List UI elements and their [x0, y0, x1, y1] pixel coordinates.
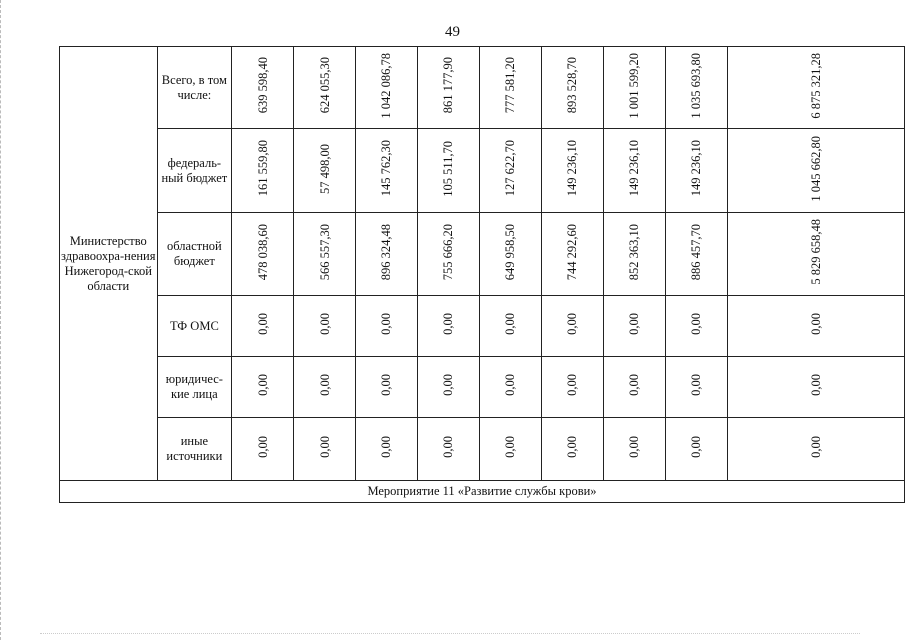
value-cell: [294, 47, 356, 129]
value-cell: [356, 357, 418, 418]
value-text: 149 236,10: [565, 140, 580, 197]
value-cell: [232, 296, 294, 357]
value-cell: [541, 357, 603, 418]
value-text: 0,00: [565, 313, 580, 335]
value-cell: [479, 296, 541, 357]
value-cell: [356, 296, 418, 357]
value-cell: [479, 129, 541, 213]
page-number: 49: [445, 24, 460, 40]
value-text: 624 055,30: [317, 57, 332, 114]
value-cell: [417, 357, 479, 418]
value-cell: [232, 213, 294, 296]
value-text: 161 559,80: [255, 140, 270, 197]
funding-source-cell: областной бюджет: [157, 213, 232, 296]
value-text: 0,00: [379, 313, 394, 335]
funding-source-cell: Всего, в том числе:: [157, 47, 232, 129]
value-text: 886 457,70: [689, 223, 704, 281]
value-cell: [232, 357, 294, 418]
value-cell: [541, 418, 603, 481]
budget-table-body: [60, 47, 905, 503]
funding-source-cell: иные источники: [157, 418, 232, 481]
value-cell: [603, 296, 665, 357]
value-text: 0,00: [627, 436, 642, 458]
value-text: 0,00: [689, 313, 704, 335]
value-cell: [603, 357, 665, 418]
total-value-cell: [727, 47, 904, 129]
value-cell: [665, 213, 727, 296]
value-cell: [541, 129, 603, 213]
value-text: 0,00: [255, 313, 270, 335]
value-text: 57 498,00: [317, 143, 332, 194]
table-row: [60, 47, 905, 129]
value-text: 0,00: [808, 436, 823, 458]
value-text: 566 557,30: [317, 223, 332, 281]
value-text: 0,00: [627, 313, 642, 335]
total-value-cell: [727, 213, 904, 296]
value-cell: [294, 296, 356, 357]
value-text: 0,00: [255, 374, 270, 396]
budget-table: [59, 46, 905, 503]
value-text: 852 363,10: [627, 223, 642, 281]
table-row: [60, 418, 905, 481]
value-text: 1 001 599,20: [627, 52, 642, 119]
total-value-cell: [727, 418, 904, 481]
value-cell: [665, 129, 727, 213]
value-cell: [417, 296, 479, 357]
value-text: 0,00: [503, 313, 518, 335]
value-cell: [417, 418, 479, 481]
value-cell: [603, 47, 665, 129]
value-text: 0,00: [627, 374, 642, 396]
value-cell: [417, 47, 479, 129]
value-text: 0,00: [441, 436, 456, 458]
value-text: 0,00: [503, 374, 518, 396]
value-cell: [356, 47, 418, 129]
value-cell: [294, 418, 356, 481]
value-text: 145 762,30: [379, 140, 394, 197]
value-cell: [232, 47, 294, 129]
value-text: 478 038,60: [255, 223, 270, 281]
value-text: 0,00: [808, 374, 823, 396]
value-text: 1 035 693,80: [689, 52, 704, 119]
value-text: 649 958,50: [503, 223, 518, 281]
value-text: 896 324,48: [379, 223, 394, 281]
value-text: 0,00: [689, 374, 704, 396]
value-text: 755 666,20: [441, 223, 456, 281]
value-cell: [665, 47, 727, 129]
value-cell: [294, 357, 356, 418]
table-row: [60, 213, 905, 296]
organization-cell: Министерство здравоохра-нения Нижегород-ской области: [60, 47, 158, 481]
value-text: 0,00: [255, 436, 270, 458]
value-cell: [294, 213, 356, 296]
value-text: 777 581,20: [503, 57, 518, 114]
value-cell: [541, 296, 603, 357]
value-text: 5 829 658,48: [808, 219, 823, 285]
value-cell: [417, 129, 479, 213]
value-text: 0,00: [503, 436, 518, 458]
value-text: 0,00: [808, 313, 823, 335]
value-text: 0,00: [317, 436, 332, 458]
event-row: [60, 481, 905, 503]
value-cell: [479, 357, 541, 418]
value-cell: [603, 213, 665, 296]
value-cell: [479, 418, 541, 481]
scan-edge: [0, 0, 3, 640]
value-text: 6 875 321,28: [808, 52, 823, 119]
value-text: 1 045 662,80: [808, 135, 823, 202]
value-cell: [356, 213, 418, 296]
table-row: [60, 129, 905, 213]
value-text: 105 511,70: [441, 140, 456, 197]
value-cell: [541, 47, 603, 129]
value-cell: [603, 418, 665, 481]
value-cell: [665, 296, 727, 357]
value-text: 0,00: [441, 313, 456, 335]
table-row: [60, 296, 905, 357]
value-text: 639 598,40: [255, 57, 270, 114]
total-value-cell: [727, 357, 904, 418]
value-cell: [294, 129, 356, 213]
value-text: 127 622,70: [503, 140, 518, 197]
value-cell: [356, 129, 418, 213]
value-text: 861 177,90: [441, 57, 456, 114]
value-cell: [665, 418, 727, 481]
scan-edge: [40, 633, 860, 634]
funding-source-cell: ТФ ОМС: [157, 296, 232, 357]
value-cell: [479, 213, 541, 296]
value-cell: [232, 418, 294, 481]
value-text: 0,00: [379, 374, 394, 396]
table-row: [60, 357, 905, 418]
value-text: 0,00: [379, 436, 394, 458]
value-cell: [479, 47, 541, 129]
total-value-cell: [727, 296, 904, 357]
value-text: 0,00: [689, 436, 704, 458]
value-cell: [356, 418, 418, 481]
event-title: Мероприятие 11 «Развитие службы крови»: [60, 481, 905, 503]
value-cell: [541, 213, 603, 296]
value-text: 149 236,10: [627, 140, 642, 197]
value-cell: [665, 357, 727, 418]
value-text: 0,00: [565, 374, 580, 396]
funding-source-cell: юридичес-кие лица: [157, 357, 232, 418]
value-cell: [603, 129, 665, 213]
value-text: 149 236,10: [689, 140, 704, 197]
funding-source-cell: федераль-ный бюджет: [157, 129, 232, 213]
value-cell: [232, 129, 294, 213]
value-text: 893 528,70: [565, 57, 580, 114]
value-text: 744 292,60: [565, 223, 580, 281]
value-text: 0,00: [441, 374, 456, 396]
total-value-cell: [727, 129, 904, 213]
value-text: 0,00: [565, 436, 580, 458]
value-text: 1 042 086,78: [379, 52, 394, 119]
value-text: 0,00: [317, 374, 332, 396]
value-text: 0,00: [317, 313, 332, 335]
value-cell: [417, 213, 479, 296]
